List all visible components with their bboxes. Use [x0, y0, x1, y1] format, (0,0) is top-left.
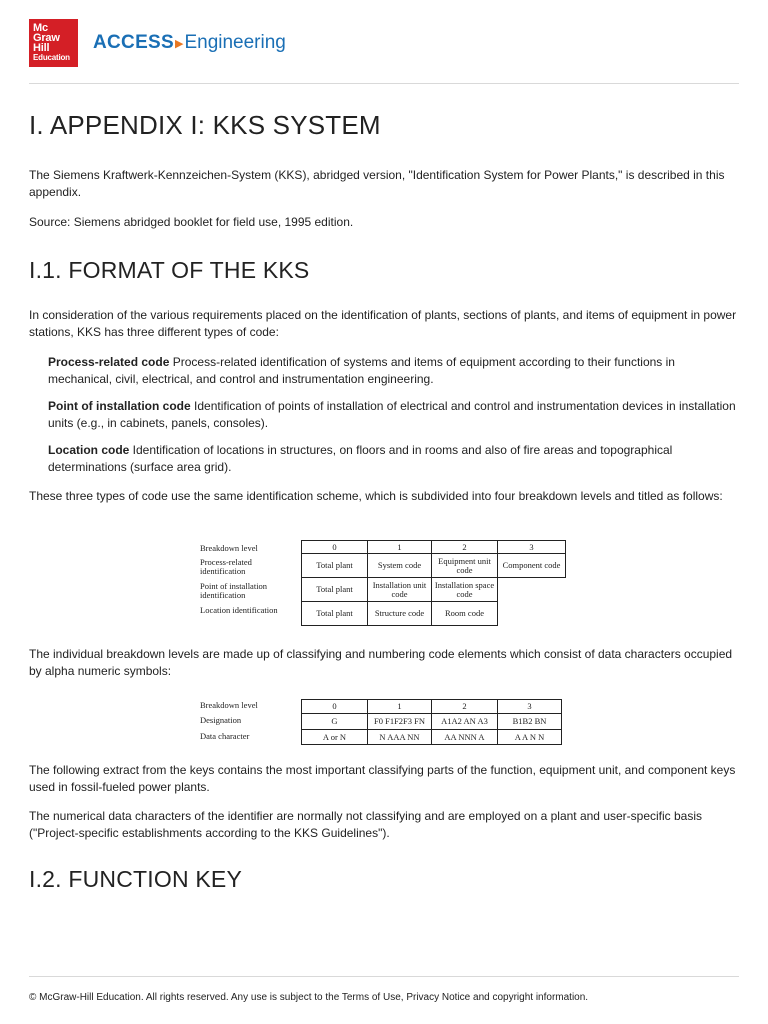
- table-row: G F0 F1F2F3 FN A1A2 AN A3 B1B2 BN: [302, 714, 562, 730]
- table-row-label: Location identification: [200, 605, 278, 615]
- table-row-label: Point of installation identification: [200, 581, 268, 600]
- table-row-label: Breakdown level: [200, 543, 258, 553]
- table-row: Total plant Installation unit code Installation space code: [302, 578, 566, 602]
- table-row-label: Designation: [200, 715, 242, 725]
- format-paragraph: In consideration of the various requirements placed on the identification of plants, sections of plants, and items of equipment in power stations, KKS has three different types of code:: [29, 308, 737, 339]
- table-row-label: Breakdown level: [200, 700, 258, 710]
- table-row: A or N N AAA NN AA NNN A A A N N: [302, 730, 562, 745]
- section-heading-format: I.1. FORMAT OF THE KKS: [29, 257, 310, 283]
- page-title: I. APPENDIX I: KKS SYSTEM: [29, 110, 381, 140]
- data-character-table: [200, 699, 570, 747]
- section-heading-function-key: I.2. FUNCTION KEY: [29, 866, 242, 892]
- mcgraw-hill-logo[interactable]: Mc Graw Hill Education: [29, 19, 78, 67]
- code-item-process: Process-related code Process-related identification of systems and items of equipment according to their functions in mechanical, civil, electrical, and control and instrumentation engineering.: [48, 355, 675, 386]
- header-divider: [29, 83, 739, 84]
- table-row-label: Process-related identification: [200, 557, 252, 576]
- access-engineering-logo[interactable]: ACCESS ▶ Engineering: [93, 32, 286, 53]
- breakdown-levels-table: [200, 540, 570, 630]
- breakdown-elements-paragraph: The individual breakdown levels are made up of classifying and numbering code elements which consist of data characters occupied by alpha numeric symbols:: [29, 647, 733, 678]
- copyright-footer: © McGraw-Hill Education. All rights reserved. Any use is subject to the Terms of Use, Privacy Notice and copyright information.: [29, 992, 589, 1003]
- site-header: [29, 19, 286, 67]
- intro-paragraph: The Siemens Kraftwerk-Kennzeichen-System (KKS), abridged version, "Identification System for Power Plants," is described in this appendix.: [29, 168, 725, 199]
- table-row: Total plant System code Equipment unit code Component code: [302, 554, 566, 578]
- table-row-label: Data character: [200, 731, 250, 741]
- footer-divider: [29, 976, 739, 977]
- source-paragraph: Source: Siemens abridged booklet for field use, 1995 edition.: [29, 215, 354, 229]
- arrow-icon: ▶: [174, 37, 184, 50]
- table-row: 0 1 2 3: [302, 700, 562, 714]
- code-item-location: Location code Identification of locations in structures, on floors and in rooms and also of fire areas and topographical determinations (surface area grid).: [48, 443, 673, 474]
- code-item-installation: Point of installation code Identification of points of installation of electrical and control and instrumentation devices in installation units (e.g., in cabinets, panels, consoles).: [48, 399, 736, 430]
- breakdown-paragraph: These three types of code use the same identification scheme, which is subdivided into four breakdown levels and titled as follows:: [29, 489, 723, 503]
- numerical-characters-paragraph: The numerical data characters of the identifier are normally not classifying and are employed on a plant and user-specific basis ("Project-specific establishments according to the KKS Guidelines").: [29, 809, 703, 840]
- keys-extract-paragraph: The following extract from the keys contains the most important classifying parts of the function, equipment unit, and component keys used in fossil-fueled power plants.: [29, 763, 736, 794]
- table-row: 0 1 2 3: [302, 541, 566, 554]
- table-row: Total plant Structure code Room code: [302, 602, 566, 626]
